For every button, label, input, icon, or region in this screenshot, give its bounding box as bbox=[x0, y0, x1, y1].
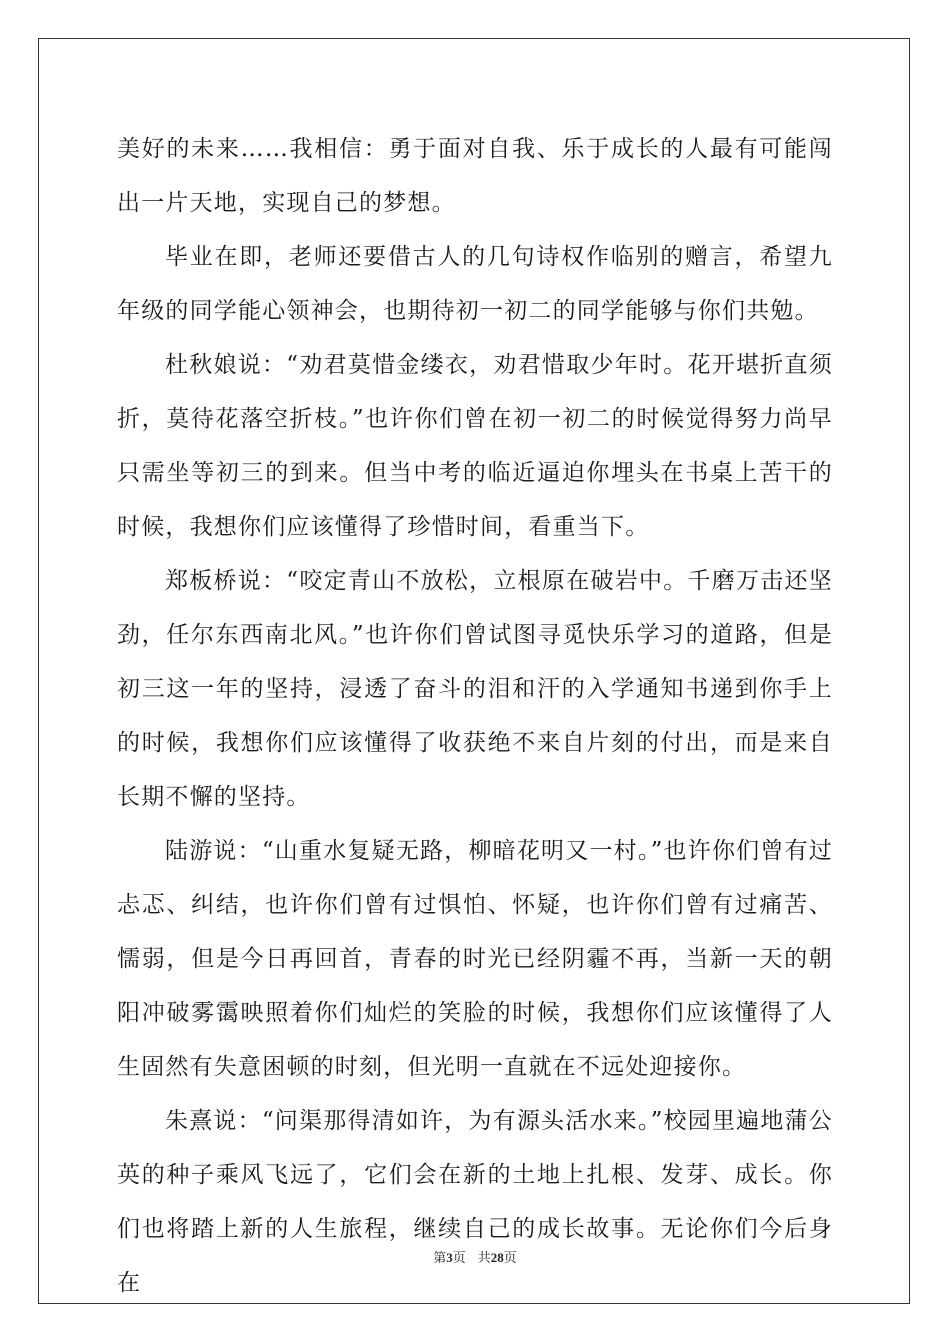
page-suffix: 页 bbox=[452, 1250, 466, 1265]
paragraph-lu-you: 陆游说：“山重水复疑无路，柳暗花明又一村。”也许你们曾有过忐忑、纠结，也许你们曾有过惧怕、怀疑，也许你们曾有过痛苦、懦弱，但是今日再回首，青春的时光已经阴霾不再，当新一天的朝阳冲破雾霭映照着你们灿烂的笑脸的时候，我想你们应该懂得了人生固然有失意困顿的时刻，但光明一直就在不远处迎接你。 bbox=[117, 838, 833, 1080]
paragraph-continuation: 美好的未来……我相信：勇于面对自我、乐于成长的人最有可能闯出一片天地，实现自己的梦想。 bbox=[117, 136, 833, 216]
document-body bbox=[117, 122, 833, 1310]
page-prefix: 第 bbox=[433, 1250, 447, 1265]
total-suffix: 页 bbox=[503, 1250, 517, 1265]
paragraph-farewell-intro: 毕业在即，老师还要借古人的几句诗权作临别的赠言，希望九年级的同学能心领神会，也期待初一初二的同学能够与你们共勉。 bbox=[117, 244, 833, 324]
page-number: 3 bbox=[446, 1250, 453, 1265]
total-prefix: 共 bbox=[477, 1250, 491, 1265]
page-footer bbox=[0, 1247, 950, 1266]
total-pages: 28 bbox=[490, 1250, 504, 1265]
paragraph-zheng-banqiao: 郑板桥说：“咬定青山不放松，立根原在破岩中。千磨万击还坚劲，任尔东西南北风。”也许你们曾试图寻觅快乐学习的道路，但是初三这一年的坚持，浸透了奋斗的泪和汗的入学通知书递到你手上的时候，我想你们应该懂得了收获绝不来自片刻的付出，而是来自长期不懈的坚持。 bbox=[117, 568, 833, 810]
paragraph-zhu-xi: 朱熹说：“问渠那得清如许，为有源头活水来。”校园里遍地蒲公英的种子乘风飞远了，它们会在新的土地上扎根、发芽、成长。你们也将踏上新的人生旅程，继续自己的成长故事。无论你们今后身在 bbox=[117, 1108, 833, 1296]
paragraph-du-qiuniang: 杜秋娘说：“劝君莫惜金缕衣，劝君惜取少年时。花开堪折直须折，莫待花落空折枝。”也许你们曾在初一初二的时候觉得努力尚早只需坐等初三的到来。但当中考的临近逼迫你埋头在书桌上苦干的时候，我想你们应该懂得了珍惜时间，看重当下。 bbox=[117, 352, 833, 540]
